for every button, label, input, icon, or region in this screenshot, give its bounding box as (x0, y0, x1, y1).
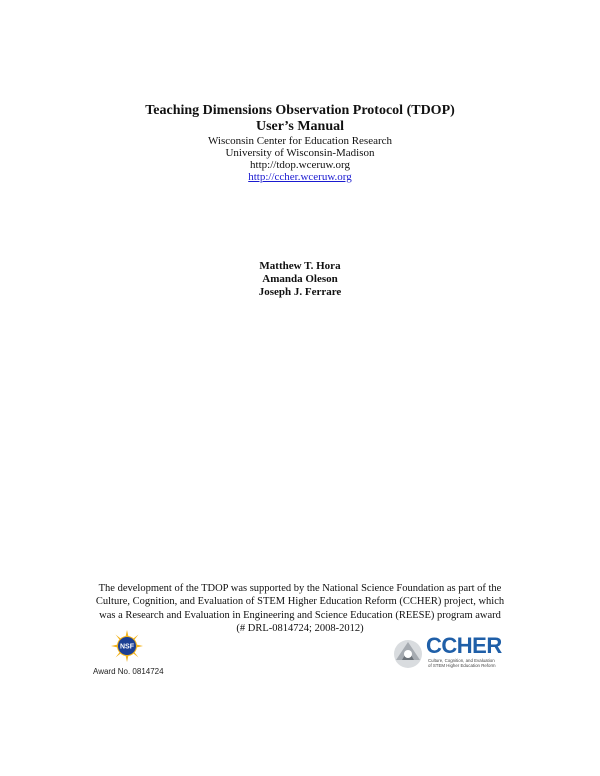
ccher-wordmark: CCHER (426, 633, 502, 658)
nsf-seal-text: NSF (120, 643, 134, 651)
award-number: Award No. 0814724 (93, 667, 164, 676)
center-name: Wisconsin Center for Education Research (207, 135, 393, 147)
author-list (0, 260, 600, 299)
ccher-logo (388, 634, 508, 674)
funding-line: was a Research and Evaluation in Engineering and Science Education (REESE) program award (99, 609, 501, 621)
ccher-mark-icon (388, 634, 428, 674)
ccher-tagline (428, 658, 514, 668)
author-name: Amanda Oleson (262, 273, 338, 285)
ccher-tagline-line: Culture, Cognition, and Evaluation (428, 658, 495, 663)
document-subtitle: User’s Manual (255, 119, 344, 134)
author-name: Matthew T. Hora (259, 260, 341, 272)
tdop-url: http://tdop.wceruw.org (250, 159, 350, 171)
title-block (0, 103, 600, 183)
ccher-url-link[interactable]: http://ccher.wceruw.org (248, 171, 352, 183)
ccher-tagline-line: of STEM Higher Education Reform (428, 663, 496, 668)
funding-statement (70, 582, 530, 636)
nsf-seal-logo (111, 630, 143, 662)
author-name: Joseph J. Ferrare (258, 286, 342, 298)
funding-line: The development of the TDOP was supported by the National Science Foundation as part of the (98, 583, 502, 594)
funding-line: Culture, Cognition, and Evaluation of STEM Higher Education Reform (CCHER) project, which (95, 596, 505, 608)
document-title: Teaching Dimensions Observation Protocol (TDOP) (145, 103, 455, 118)
university-name: University of Wisconsin-Madison (225, 147, 375, 159)
funding-line: (# DRL-0814724; 2008-2012) (236, 623, 364, 635)
